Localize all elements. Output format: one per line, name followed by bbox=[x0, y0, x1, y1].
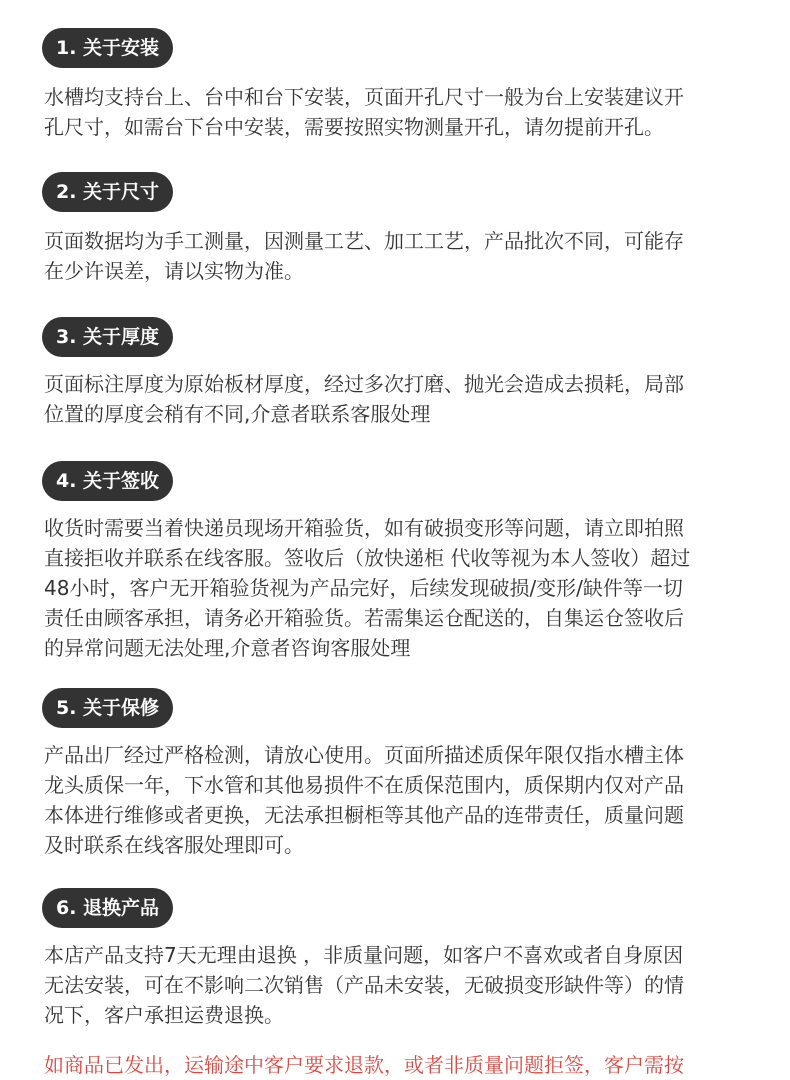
body-line: 位置的厚度会稍有不同,介意者联系客服处理 bbox=[44, 402, 431, 426]
notice-body bbox=[44, 1050, 756, 1080]
section-title-badge: 5. 关于保修 bbox=[42, 688, 173, 728]
body-line: 直接拒收并联系在线客服。签收后（放快递柜 代收等视为本人签收）超过 bbox=[44, 546, 691, 570]
body-line: 无法安装，可在不影响二次销售（产品未安装，无破损变形缺件等）的情 bbox=[44, 973, 684, 997]
body-line: 及时联系在线客服处理即可。 bbox=[44, 833, 304, 857]
body-line: 况下，客户承担运费退换。 bbox=[44, 1003, 284, 1027]
body-line: 在少许误差，请以实物为准。 bbox=[44, 259, 304, 283]
section-title-badge: 1. 关于安装 bbox=[42, 28, 173, 68]
body-line: 页面标注厚度为原始板材厚度，经过多次打磨、抛光会造成去损耗，局部 bbox=[44, 372, 684, 396]
body-line: 龙头质保一年，下水管和其他易损件不在质保范围内，质保期内仅对产品 bbox=[44, 773, 684, 797]
section-title-badge: 4. 关于签收 bbox=[42, 461, 173, 501]
section-title-badge: 2. 关于尺寸 bbox=[42, 172, 173, 212]
body-line: 本体进行维修或者更换，无法承担橱柜等其他产品的连带责任，质量问题 bbox=[44, 803, 684, 827]
notice-line: 如商品已发出，运输途中客户要求退款，或者非质量问题拒签，客户需按 bbox=[44, 1053, 684, 1077]
body-line: 孔尺寸，如需台下台中安装，需要按照实物测量开孔，请勿提前开孔。 bbox=[44, 115, 664, 139]
section-body bbox=[44, 740, 756, 860]
section-body bbox=[44, 226, 756, 286]
section-body bbox=[44, 369, 756, 429]
body-line: 页面数据均为手工测量，因测量工艺、加工工艺，产品批次不同，可能存 bbox=[44, 229, 684, 253]
body-line: 本店产品支持7天无理由退换 ，非质量问题，如客户不喜欢或者自身原因 bbox=[44, 943, 684, 967]
section-body bbox=[44, 940, 756, 1030]
section-body bbox=[44, 513, 756, 663]
section-title-badge: 3. 关于厚度 bbox=[42, 317, 173, 357]
section-body bbox=[44, 82, 756, 142]
section-title-badge: 6. 退换产品 bbox=[42, 888, 173, 928]
body-line: 的异常问题无法处理,介意者咨询客服处理 bbox=[44, 636, 411, 660]
body-line: 责任由顾客承担，请务必开箱验货。若需集运仓配送的，自集运仓签收后 bbox=[44, 606, 684, 630]
body-line: 收货时需要当着快递员现场开箱验货，如有破损变形等问题，请立即拍照 bbox=[44, 516, 684, 540]
body-line: 产品出厂经过严格检测，请放心使用。页面所描述质保年限仅指水槽主体 bbox=[44, 743, 684, 767]
body-line: 48小时，客户无开箱验货视为产品完好，后续发现破损/变形/缺件等一切 bbox=[44, 576, 683, 600]
body-line: 水槽均支持台上、台中和台下安装，页面开孔尺寸一般为台上安装建议开 bbox=[44, 85, 684, 109]
